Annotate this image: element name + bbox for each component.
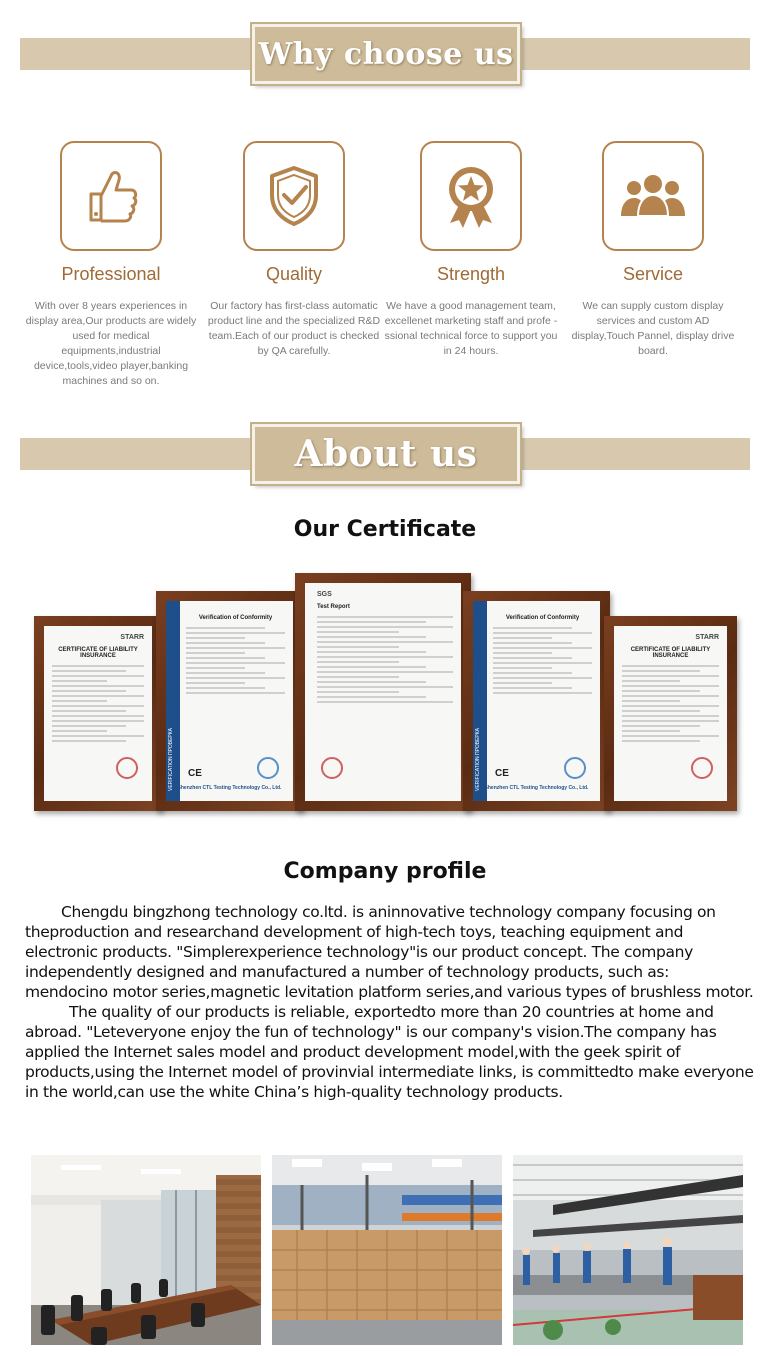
about-us-banner bbox=[0, 424, 770, 484]
feature-description: We have a good management team, excellenet marketing staff and profe -ssional technical force to support you in 24 hours. bbox=[384, 300, 558, 357]
warehouse-photo bbox=[272, 1155, 502, 1345]
certificate-document bbox=[614, 626, 727, 801]
certificate-title: Verification of Conformity bbox=[505, 615, 580, 621]
certificate-frame bbox=[604, 616, 737, 811]
certificate-footer: Shenzhen CTL Testing Technology Co., Ltd. bbox=[177, 785, 282, 791]
certificate-title: Test Report bbox=[317, 604, 350, 610]
certificate-title: Verification of Conformity bbox=[198, 615, 273, 621]
feature-title: Service bbox=[622, 264, 684, 284]
feature-icon-box bbox=[243, 141, 345, 251]
banner-plate bbox=[252, 424, 520, 484]
certificate-title: CERTIFICATE OF LIABILITY INSURANCE bbox=[630, 647, 711, 659]
banner-title: About us bbox=[294, 433, 478, 475]
feature-service bbox=[562, 141, 744, 359]
feature-title: Professional bbox=[61, 264, 161, 284]
team-icon bbox=[619, 174, 687, 218]
certificate-logo: SGS bbox=[317, 591, 332, 598]
production-line-photo bbox=[513, 1155, 743, 1345]
company-profile-text bbox=[25, 902, 755, 1102]
feature-strength bbox=[380, 141, 562, 359]
certificate-document bbox=[305, 583, 461, 801]
certificate-side-text: VERIFICATION ПРОВЕРКА bbox=[168, 728, 174, 791]
seal-icon bbox=[691, 757, 713, 779]
feature-icon-box bbox=[420, 141, 522, 251]
feature-description: With over 8 years experiences in display area,Our products are widely used for medical equipments,industrial device,tools,video player,banking machines and so on. bbox=[25, 300, 197, 387]
thumbs-up-icon bbox=[83, 166, 139, 226]
feature-icon-box bbox=[60, 141, 162, 251]
ce-mark-icon: CE bbox=[188, 768, 202, 779]
feature-quality bbox=[203, 141, 385, 359]
profile-paragraph: Chengdu bingzhong technology co.ltd. is aninnovative technology company focusing on theproduction and researchand development of high-tech toys, teaching equipment and electronic products. "Simplerexperience technology"is our product concept. The company independently designed and manufactured a number of technology products, such as: mendocino motor series,magnetic levitation platform series,and various types of brushless motor. bbox=[25, 903, 754, 1001]
certificate-document bbox=[44, 626, 152, 801]
certificate-title: CERTIFICATE OF LIABILITY INSURANCE bbox=[58, 647, 138, 659]
ce-mark-icon: CE bbox=[495, 768, 509, 779]
certificate-frame bbox=[295, 573, 471, 811]
certificate-frame bbox=[34, 616, 162, 811]
certificate-sidebar bbox=[166, 601, 180, 801]
feature-description: We can supply custom display services and custom AD display,Touch Pannel, display drive board. bbox=[571, 300, 735, 357]
seal-icon bbox=[257, 757, 279, 779]
certificate-frame bbox=[156, 591, 303, 811]
feature-icon-box bbox=[602, 141, 704, 251]
seal-icon bbox=[564, 757, 586, 779]
certificate-logo: STARR bbox=[120, 634, 144, 641]
certificate-frame bbox=[463, 591, 610, 811]
meeting-room-photo bbox=[31, 1155, 261, 1345]
feature-description: Our factory has first-class automatic product line and the specialized R&D team.Each of our product is checked by QA carefully. bbox=[207, 300, 381, 357]
profile-paragraph: The quality of our products is reliable, exportedto more than 20 countries at home and abroad. "Leteveryone enjoy the fun of technology" is our company's vision.The company has applied the Internet sales model and product development model,with the geek spirit of products,using the Internet model of provinvial intermediate links, is committedto make everyone in the world,can use the white China’s high-quality technology products. bbox=[25, 1003, 754, 1101]
shield-check-icon bbox=[266, 165, 322, 227]
feature-professional bbox=[20, 141, 202, 389]
company-profile-heading: Company profile bbox=[283, 859, 487, 884]
feature-title: Strength bbox=[436, 264, 506, 284]
feature-title: Quality bbox=[265, 264, 323, 284]
certificate-footer: Shenzhen CTL Testing Technology Co., Ltd. bbox=[484, 785, 589, 791]
certificate-side-text: VERIFICATION ПРОВЕРКА bbox=[475, 728, 481, 791]
certificate-logo: STARR bbox=[695, 634, 719, 641]
certificate-sidebar bbox=[473, 601, 487, 801]
certificate-document bbox=[166, 601, 293, 801]
star-medal-icon bbox=[442, 163, 500, 229]
certificate-heading: Our Certificate bbox=[293, 517, 477, 542]
banner-title: Why choose us bbox=[258, 36, 514, 72]
certificate-document bbox=[473, 601, 600, 801]
seal-icon bbox=[116, 757, 138, 779]
why-choose-us-banner bbox=[0, 24, 770, 84]
banner-plate bbox=[252, 24, 520, 84]
seal-icon bbox=[321, 757, 343, 779]
